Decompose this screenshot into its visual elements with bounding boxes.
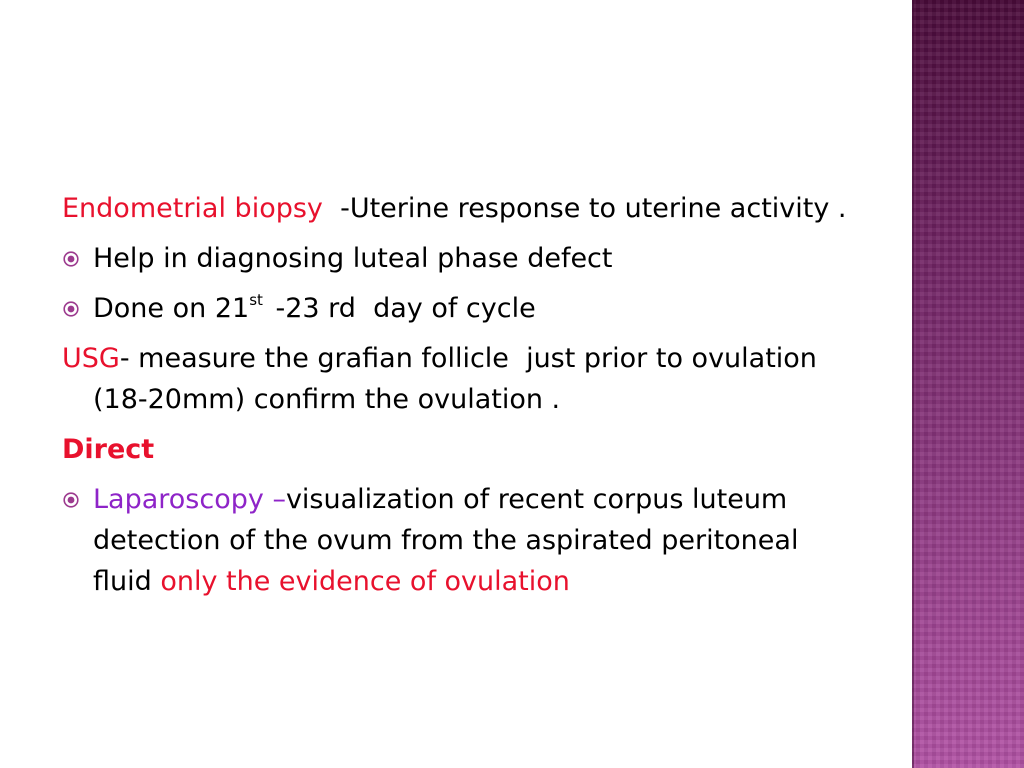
radio-bullet-icon bbox=[63, 492, 79, 508]
endometrial-biopsy-text: -Uterine response to uterine activity . bbox=[322, 193, 847, 224]
bullet-cycle-day bbox=[62, 288, 852, 329]
usg-paragraph bbox=[62, 338, 852, 420]
decorative-side-band bbox=[912, 0, 1024, 768]
laparoscopy-term: Laparoscopy bbox=[93, 484, 264, 515]
cycle-day-text-after: -23 rd day of cycle bbox=[266, 293, 536, 324]
laparoscopy-text: visualization of recent corpus luteum detection of the ovum from the aspirated peritoneal fluid bbox=[93, 484, 808, 597]
cycle-day-superscript: st bbox=[249, 291, 263, 309]
endometrial-biopsy-term: Endometrial biopsy bbox=[62, 193, 323, 224]
endometrial-biopsy-paragraph bbox=[62, 188, 852, 229]
bullet-luteal-phase bbox=[62, 238, 852, 279]
luteal-phase-text: Help in diagnosing luteal phase defect bbox=[93, 243, 613, 274]
bullet-laparoscopy bbox=[62, 479, 852, 602]
radio-bullet-icon bbox=[63, 301, 79, 317]
radio-bullet-icon bbox=[63, 251, 79, 267]
slide-body bbox=[62, 188, 852, 611]
cycle-day-text: Done on 21 bbox=[93, 293, 250, 324]
usg-term: USG bbox=[62, 343, 120, 374]
usg-text: - measure the grafian follicle just prior to ovulation (18-20mm) confirm the ovulation . bbox=[93, 343, 826, 415]
direct-heading: Direct bbox=[62, 434, 155, 465]
laparoscopy-dash: – bbox=[263, 484, 286, 515]
ovulation-evidence-text: only the evidence of ovulation bbox=[160, 566, 570, 597]
